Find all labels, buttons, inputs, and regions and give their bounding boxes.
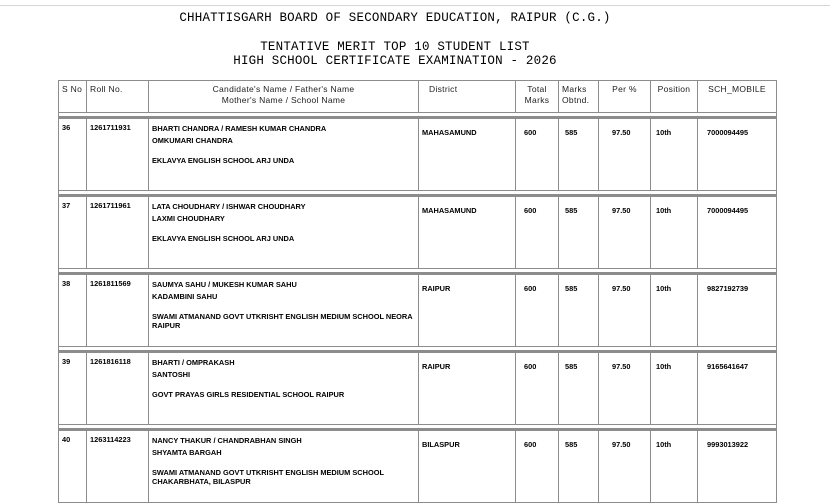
col-total-line2: Marks bbox=[524, 95, 550, 105]
cell-position: 10th bbox=[651, 274, 698, 347]
school-name: EKLAVYA ENGLISH SCHOOL ARJ UNDA bbox=[152, 156, 295, 165]
cell-candidate bbox=[149, 196, 419, 269]
table-row bbox=[59, 196, 777, 269]
cell-district: RAIPUR bbox=[419, 274, 516, 347]
cell-obtained: 585 bbox=[559, 430, 599, 503]
cell-roll: 1263114223 bbox=[87, 430, 149, 503]
cell-roll: 1261711931 bbox=[87, 118, 149, 191]
cell-candidate bbox=[149, 352, 419, 425]
cell-percent: 97.50 bbox=[599, 196, 651, 269]
mother-name: KADAMBINI SAHU bbox=[152, 292, 218, 301]
exam-title: HIGH SCHOOL CERTIFICATE EXAMINATION - 2026 bbox=[233, 54, 557, 68]
board-title: CHHATTISGARH BOARD OF SECONDARY EDUCATION, RAIPUR (C.G.) bbox=[179, 11, 611, 25]
cell-mobile: 7000094495 bbox=[698, 118, 777, 191]
col-candidate-line1: Candidate's Name / Father's Name bbox=[212, 84, 355, 94]
cell-candidate bbox=[149, 118, 419, 191]
cell-mobile: 7000094495 bbox=[698, 196, 777, 269]
col-roll: Roll No. bbox=[87, 81, 149, 113]
col-candidate-line2: Mother's Name / School Name bbox=[221, 95, 346, 105]
cell-percent: 97.50 bbox=[599, 352, 651, 425]
list-title: TENTATIVE MERIT TOP 10 STUDENT LIST bbox=[260, 40, 530, 54]
cell-percent: 97.50 bbox=[599, 274, 651, 347]
cell-position: 10th bbox=[651, 196, 698, 269]
cell-roll: 1261811569 bbox=[87, 274, 149, 347]
col-obtained bbox=[559, 81, 599, 113]
cell-total: 600 bbox=[516, 118, 559, 191]
mother-name: SANTOSHI bbox=[152, 370, 191, 379]
col-mobile: SCH_MOBILE bbox=[698, 81, 777, 113]
cell-mobile: 9165641647 bbox=[698, 352, 777, 425]
cell-sno: 36 bbox=[59, 118, 87, 191]
col-position: Position bbox=[651, 81, 698, 113]
cell-position: 10th bbox=[651, 430, 698, 503]
cell-roll: 1261816118 bbox=[87, 352, 149, 425]
cell-total: 600 bbox=[516, 274, 559, 347]
cell-mobile: 9993013922 bbox=[698, 430, 777, 503]
school-name: GOVT PRAYAS GIRLS RESIDENTIAL SCHOOL RAIPUR bbox=[152, 390, 345, 399]
cell-obtained: 585 bbox=[559, 118, 599, 191]
cell-sno: 39 bbox=[59, 352, 87, 425]
cell-candidate bbox=[149, 274, 419, 347]
cell-district: MAHASAMUND bbox=[419, 196, 516, 269]
cell-total: 600 bbox=[516, 430, 559, 503]
cell-obtained: 585 bbox=[559, 196, 599, 269]
table-header-row bbox=[59, 81, 777, 113]
cell-sno: 37 bbox=[59, 196, 87, 269]
mother-name: SHYAMTA BARGAH bbox=[152, 448, 222, 457]
col-obtained-line2: Obtnd. bbox=[562, 95, 590, 105]
cell-district: RAIPUR bbox=[419, 352, 516, 425]
cell-obtained: 585 bbox=[559, 352, 599, 425]
cell-total: 600 bbox=[516, 196, 559, 269]
school-name: EKLAVYA ENGLISH SCHOOL ARJ UNDA bbox=[152, 234, 295, 243]
table-row bbox=[59, 430, 777, 503]
col-sno: S No bbox=[59, 81, 87, 113]
candidate-father: BHARTI CHANDRA / RAMESH KUMAR CHANDRA bbox=[152, 124, 327, 133]
mother-name: OMKUMARI CHANDRA bbox=[152, 136, 233, 145]
col-district: District bbox=[419, 81, 516, 113]
candidate-father: NANCY THAKUR / CHANDRABHAN SINGH bbox=[152, 436, 302, 445]
cell-total: 600 bbox=[516, 352, 559, 425]
col-obtained-line1: Marks bbox=[562, 84, 587, 94]
school-name: SWAMI ATMANAND GOVT UTKRISHT ENGLISH MEDIUM SCHOOL CHAKARBHATA, BILASPUR bbox=[152, 468, 384, 486]
col-percent: Per % bbox=[599, 81, 651, 113]
cell-mobile: 9827192739 bbox=[698, 274, 777, 347]
cell-sno: 40 bbox=[59, 430, 87, 503]
mother-name: LAXMI CHOUDHARY bbox=[152, 214, 225, 223]
school-name: SWAMI ATMANAND GOVT UTKRISHT ENGLISH MEDIUM SCHOOL NEORA RAIPUR bbox=[152, 312, 413, 330]
candidate-father: LATA CHOUDHARY / ISHWAR CHOUDHARY bbox=[152, 202, 306, 211]
col-total-line1: Total bbox=[527, 84, 547, 94]
cell-position: 10th bbox=[651, 118, 698, 191]
cell-obtained: 585 bbox=[559, 274, 599, 347]
cell-roll: 1261711961 bbox=[87, 196, 149, 269]
table-row bbox=[59, 352, 777, 425]
col-total bbox=[516, 81, 559, 113]
candidate-father: BHARTI / OMPRAKASH bbox=[152, 358, 235, 367]
cell-percent: 97.50 bbox=[599, 430, 651, 503]
col-candidate bbox=[149, 81, 419, 113]
table-row bbox=[59, 118, 777, 191]
cell-candidate bbox=[149, 430, 419, 503]
cell-district: BILASPUR bbox=[419, 430, 516, 503]
candidate-father: SAUMYA SAHU / MUKESH KUMAR SAHU bbox=[152, 280, 297, 289]
cell-position: 10th bbox=[651, 352, 698, 425]
top-divider bbox=[0, 5, 830, 6]
cell-district: MAHASAMUND bbox=[419, 118, 516, 191]
table-row bbox=[59, 274, 777, 347]
merit-table bbox=[58, 80, 777, 503]
cell-percent: 97.50 bbox=[599, 118, 651, 191]
cell-sno: 38 bbox=[59, 274, 87, 347]
